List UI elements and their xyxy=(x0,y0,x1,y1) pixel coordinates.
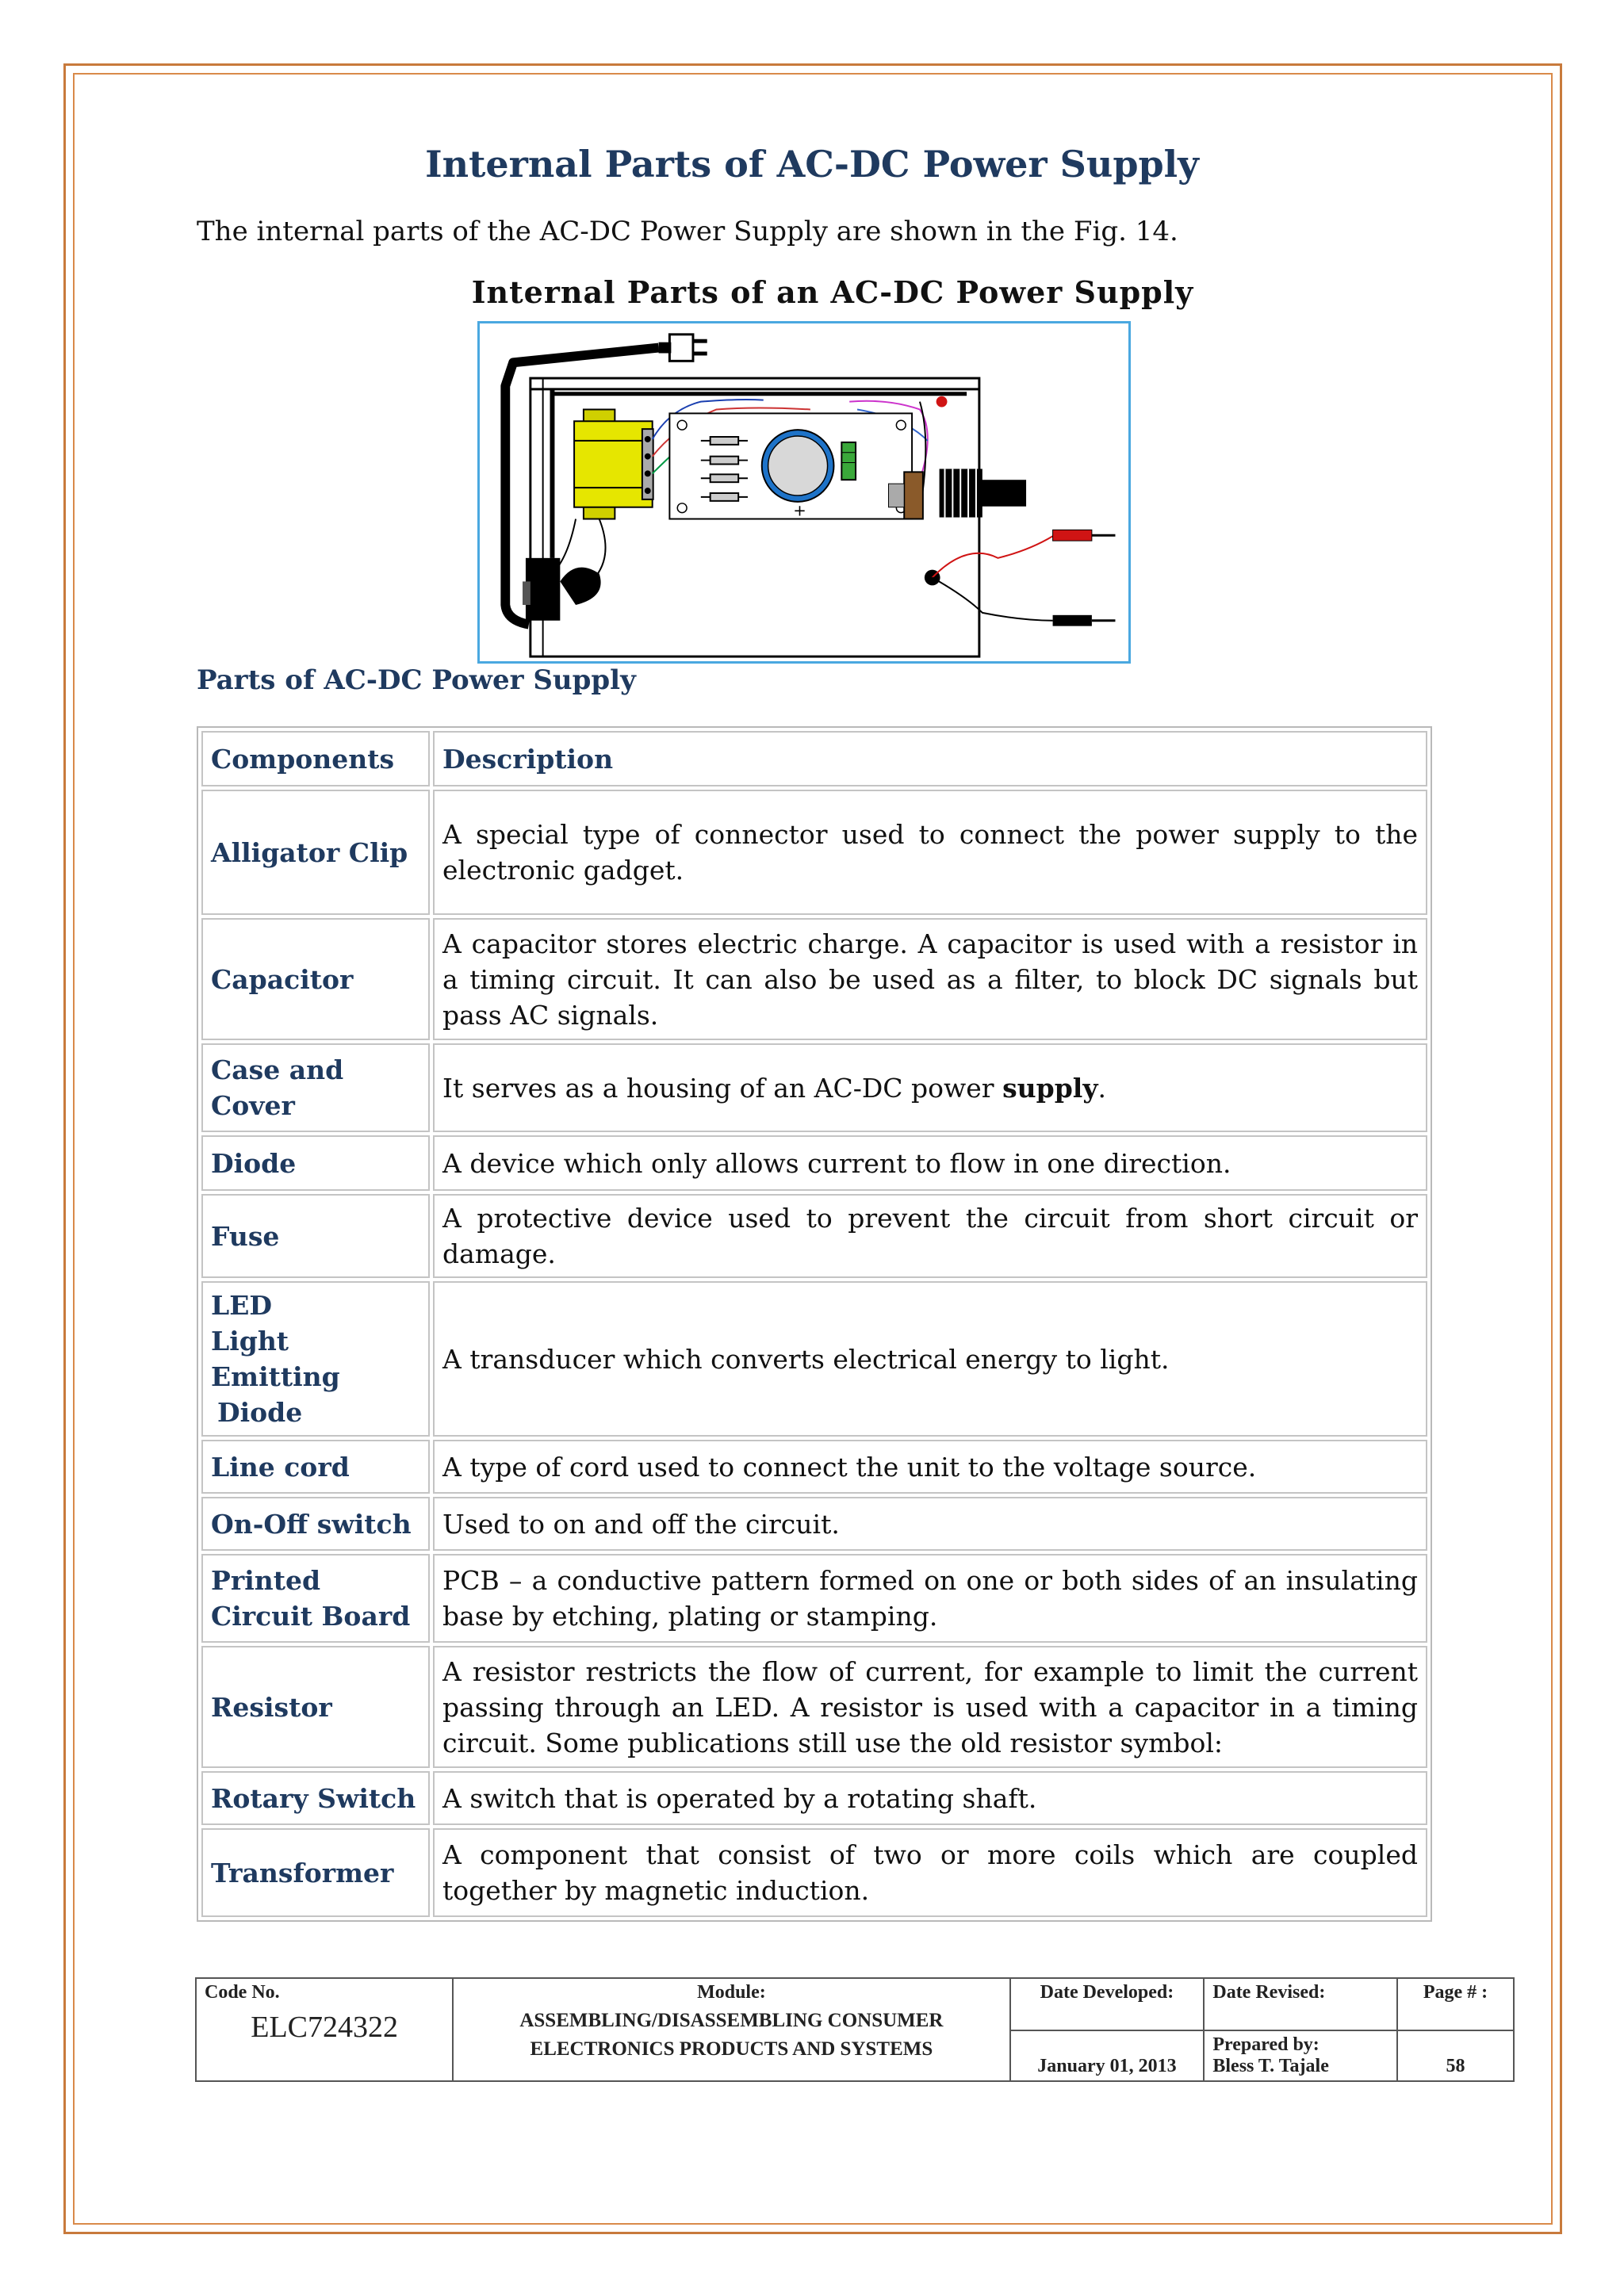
power-supply-figure xyxy=(477,321,1131,664)
section-heading: Parts of AC-DC Power Supply xyxy=(197,664,636,696)
page-number: 58 xyxy=(1397,2030,1514,2081)
description-cell: Used to on and off the circuit. xyxy=(433,1497,1427,1551)
description-bold-text: supply xyxy=(1002,1072,1098,1104)
document-footer xyxy=(195,1977,1515,2082)
parts-table xyxy=(197,726,1432,1922)
table-row xyxy=(201,1554,1427,1643)
description-cell: A capacitor stores electric charge. A capacitor is used with a resistor in a timing circuit. It can also be used as a filter, to block DC signals but pass AC signals. xyxy=(433,918,1427,1040)
description-cell: PCB – a conductive pattern formed on one or both sides of an insulating base by etching, plating or stamping. xyxy=(433,1554,1427,1643)
description-cell: A type of cord used to connect the unit to the voltage source. xyxy=(433,1440,1427,1494)
code-label: Code No. xyxy=(205,1982,280,2003)
component-cell xyxy=(201,1281,430,1437)
heat-sink-icon xyxy=(940,469,1026,517)
description-cell: A resistor restricts the flow of current, for example to limit the current passing through an LED. A resistor is used with a capacitor in a timing circuit. Some publications still use the old resistor symbol: xyxy=(433,1646,1427,1768)
description-text: It serves as a housing of an AC-DC power xyxy=(442,1072,1003,1104)
table-row xyxy=(201,790,1427,915)
component-line: Circuit Board xyxy=(211,1601,411,1632)
table-row xyxy=(201,1771,1427,1825)
pilot-lamp-icon xyxy=(936,396,948,408)
header-components: Components xyxy=(201,731,430,786)
date-revised-label: Date Revised: xyxy=(1204,1978,1397,2030)
module-title-line1: ASSEMBLING/DISASSEMBLING CONSUMER xyxy=(519,2010,944,2031)
description-cell: A component that consist of two or more coils which are coupled together by magnetic induction. xyxy=(433,1828,1427,1917)
component-cell: Alligator Clip xyxy=(201,790,430,915)
component-cell: Capacitor xyxy=(201,918,430,1040)
description-cell: A special type of connector used to connect the power supply to the electronic gadget. xyxy=(433,790,1427,915)
component-cell: Line cord xyxy=(201,1440,430,1494)
component-line: LED xyxy=(211,1290,272,1321)
led-icon xyxy=(841,442,856,480)
date-developed-value: January 01, 2013 xyxy=(1010,2030,1205,2081)
component-cell: On-Off switch xyxy=(201,1497,430,1551)
table-header-row xyxy=(201,731,1427,786)
component-cell: Resistor xyxy=(201,1646,430,1768)
footer-module-cell xyxy=(453,1978,1009,2081)
component-cell: Diode xyxy=(201,1135,430,1191)
intro-paragraph: The internal parts of the AC-DC Power Supply are shown in the Fig. 14. xyxy=(197,216,1178,247)
table-row xyxy=(201,1497,1427,1551)
page-title: Internal Parts of AC-DC Power Supply xyxy=(425,143,1199,186)
svg-text:+: + xyxy=(793,501,806,520)
code-value: ELC724322 xyxy=(251,2011,399,2044)
module-title-line2: ELECTRONICS PRODUCTS AND SYSTEMS xyxy=(530,2038,933,2060)
page-label: Page # : xyxy=(1397,1978,1514,2030)
table-row xyxy=(201,1135,1427,1191)
table-row xyxy=(201,1281,1427,1437)
component-cell: Fuse xyxy=(201,1194,430,1278)
component-cell: Transformer xyxy=(201,1828,430,1917)
figure-caption: Internal Parts of an AC-DC Power Supply xyxy=(471,274,1194,310)
table-row xyxy=(201,1828,1427,1917)
description-cell: A protective device used to prevent the circuit from short circuit or damage. xyxy=(433,1194,1427,1278)
prepared-by-cell xyxy=(1204,2030,1397,2081)
table-row xyxy=(201,1440,1427,1494)
power-plug-icon xyxy=(659,335,707,362)
transformer-icon xyxy=(574,409,653,519)
description-cell: A switch that is operated by a rotating shaft. xyxy=(433,1771,1427,1825)
table-row xyxy=(201,1646,1427,1768)
header-description: Description xyxy=(433,731,1427,786)
component-line: Printed xyxy=(211,1565,321,1596)
prepared-by-value: Bless T. Tajale xyxy=(1212,2056,1329,2076)
description-cell: A transducer which converts electrical energy to light. xyxy=(433,1281,1427,1437)
component-cell: Case and Cover xyxy=(201,1043,430,1132)
component-line: Light Emitting xyxy=(211,1326,340,1392)
table-row xyxy=(201,918,1427,1040)
date-developed-label: Date Developed: xyxy=(1010,1978,1205,2030)
table-row xyxy=(201,1043,1427,1132)
description-cell xyxy=(433,1043,1427,1132)
description-text-end: . xyxy=(1097,1072,1107,1104)
prepared-by-label: Prepared by: xyxy=(1212,2034,1320,2055)
component-cell xyxy=(201,1554,430,1643)
power-supply-illustration xyxy=(480,323,1128,661)
description-cell: A device which only allows current to flow in one direction. xyxy=(433,1135,1427,1191)
footer-code-cell xyxy=(196,1978,453,2081)
component-line: Diode xyxy=(217,1397,303,1428)
component-cell: Rotary Switch xyxy=(201,1771,430,1825)
module-label: Module: xyxy=(697,1982,766,2003)
table-row xyxy=(201,1194,1427,1278)
